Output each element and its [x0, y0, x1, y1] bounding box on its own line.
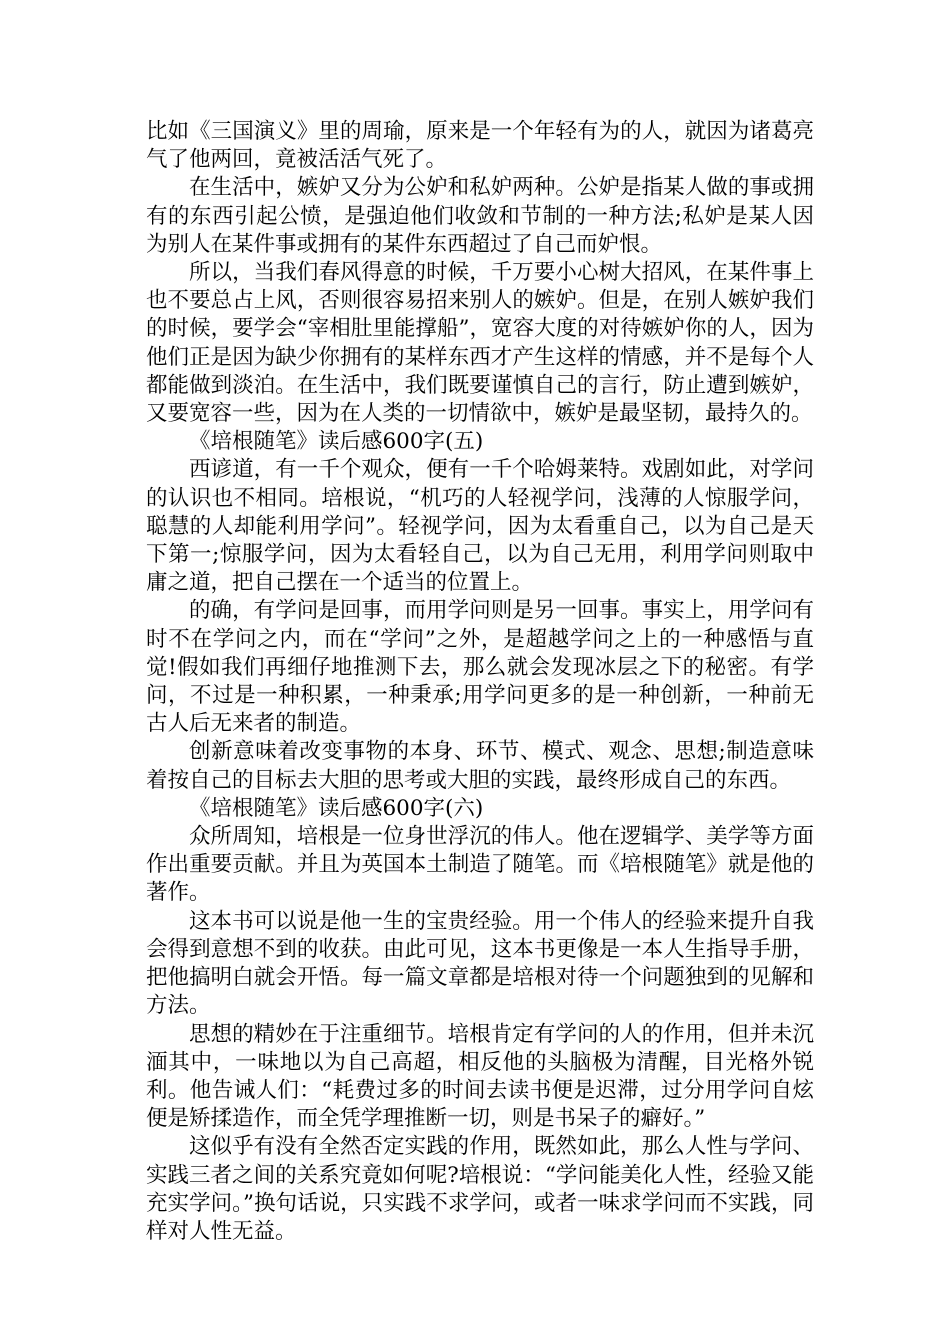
paragraph-tolerance: 所以，当我们春风得意的时候，千万要小心树大招风，在某件事上也不要总占上风，否则很容易招来别人的嫉妒。但是，在别人嫉妒我们的时候，要学会“宰相肚里能撑船”，宽容大度的对待嫉妒你的人，因为他们正是因为缺少你拥有的某样东西才产生这样的情感，并不是每个人都能做到淡泊。在生活中，我们既要谨慎自己的言行，防止遭到嫉妒，又要宽容一些，因为在人类的一切情欲中，嫉妒是最坚韧，最持久的。: [146, 260, 814, 427]
paragraph-innovation: 创新意味着改变事物的本身、环节、模式、观念、思想;制造意味着按自己的目标去大胆的思考或大胆的实践，最终形成自己的东西。: [146, 739, 814, 793]
section-heading-five: 《培根随笔》读后感600字(五): [189, 429, 484, 455]
paragraph-details: 思想的精妙在于注重细节。培根肯定有学问的人的作用，但并未沉湎其中，一味地以为自己高超，相反他的头脑极为清醒，目光格外锐利。他告诫人们：“耗费过多的时间去读书便是迟滞，过分用学问自炫便是矫揉造作，而全凭学理推断一切，则是书呆子的癖好。”: [146, 1021, 814, 1132]
document-body: [146, 118, 814, 1246]
paragraph-bacon-intro: 众所周知，培根是一位身世浮沉的伟人。他在逻辑学、美学等方面作出重要贡献。并且为英国本土制造了随笔。而《培根随笔》就是他的著作。: [146, 824, 814, 906]
section-heading-six: 《培根随笔》读后感600字(六): [189, 795, 484, 821]
paragraph-practice: 这似乎有没有全然否定实践的作用，既然如此，那么人性与学问、实践三者之间的关系究竟如何呢?培根说：“学问能美化人性，经验又能充实学问。”换句话说，只实践不求学问，或者一味求学问而不实践，同样对人性无益。: [146, 1134, 814, 1244]
paragraph-using-learning: 的确，有学问是回事，而用学问则是另一回事。事实上，用学问有时不在学问之内，而在“学问”之外，是超越学问之上的一种感悟与直觉!假如我们再细仔地推测下去，那么就会发现冰层之下的秘密。有学问，不过是一种积累，一种秉承;用学问更多的是一种创新，一种前无古人后无来者的制造。: [146, 598, 814, 737]
paragraph-public-private-envy: 在生活中，嫉妒又分为公妒和私妒两种。公妒是指某人做的事或拥有的东西引起公愤，是强迫他们收敛和节制的一种方法;私妒是某人因为别人在某件事或拥有的某件东西超过了自己而妒恨。: [146, 175, 814, 257]
paragraph-zhouyu: 比如《三国演义》里的周瑜，原来是一个年轻有为的人，就因为诸葛亮气了他两回，竟被活活气死了。: [146, 119, 814, 173]
paragraph-hamlet: 西谚道，有一千个观众，便有一千个哈姆莱特。戏剧如此，对学问的认识也不相同。培根说，“机巧的人轻视学问，浅薄的人惊服学问，聪慧的人却能利用学问”。轻视学问，因为太看重自己，以为自己是天下第一;惊服学问，因为太看轻自己，以为自己无用，利用学问则取中庸之道，把自己摆在一个适当的位置上。: [146, 457, 814, 596]
paragraph-life-guide: 这本书可以说是他一生的宝贵经验。用一个伟人的经验来提升自我会得到意想不到的收获。由此可见，这本书更像是一本人生指导手册，把他搞明白就会开悟。每一篇文章都是培根对待一个问题独到的见解和方法。: [146, 908, 814, 1019]
